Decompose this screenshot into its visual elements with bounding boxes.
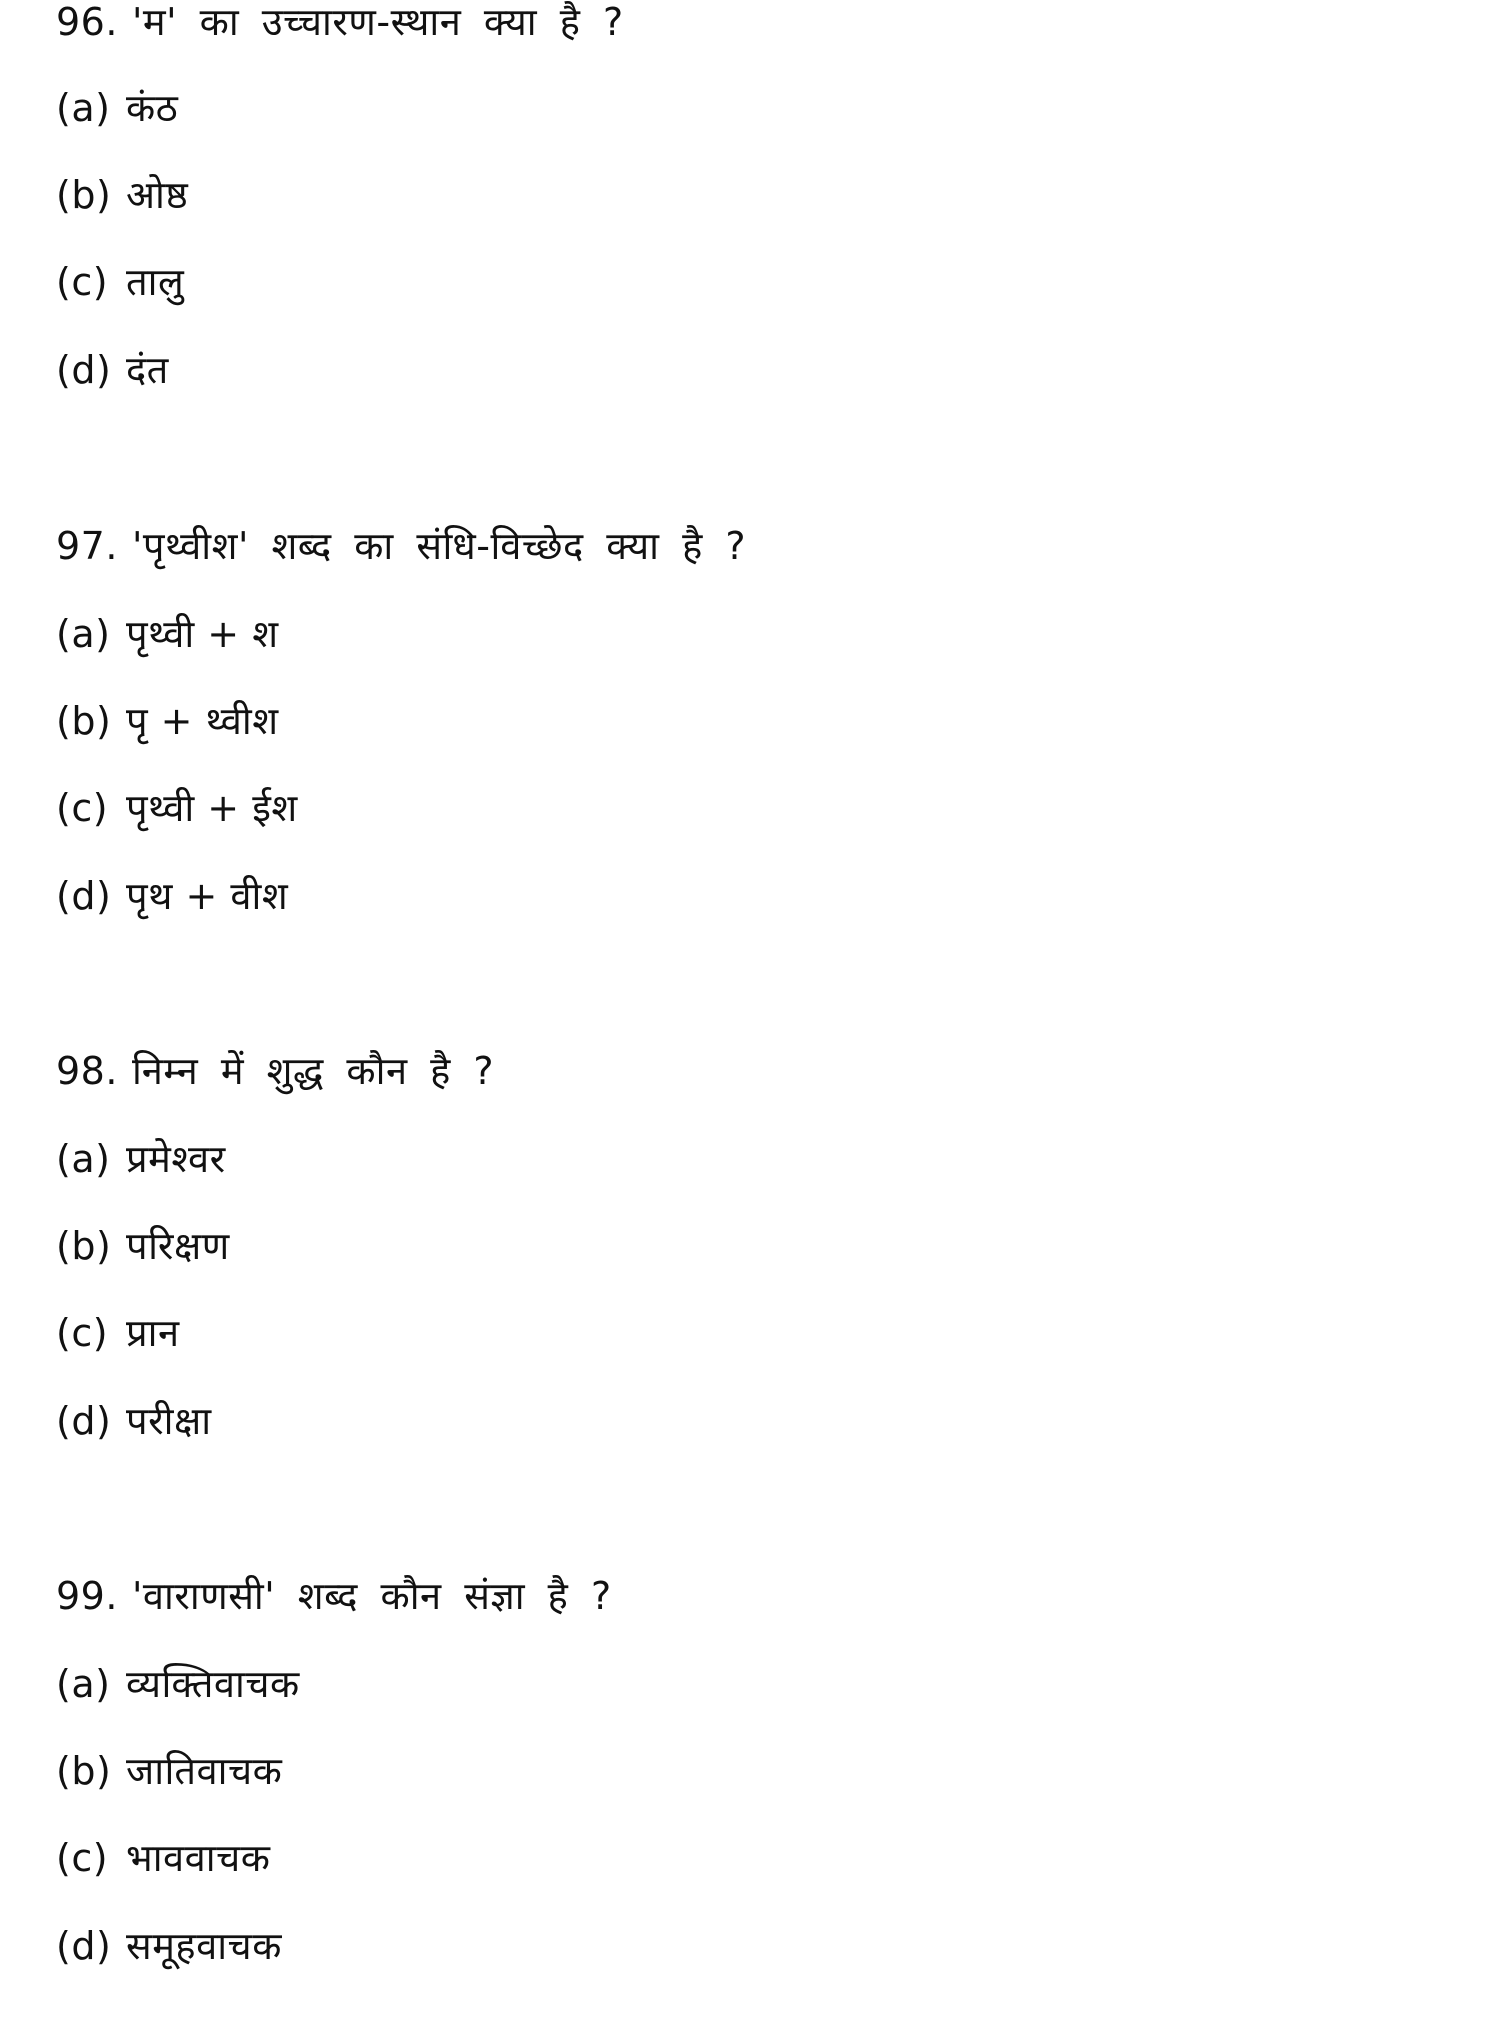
question-text: निम्न में शुद्ध कौन है ? bbox=[131, 1049, 495, 1093]
option-text: प्रान bbox=[126, 1311, 180, 1355]
option-key: (b) bbox=[56, 1749, 112, 1793]
question-stem bbox=[56, 522, 746, 570]
option-key: (d) bbox=[56, 874, 112, 918]
option-a bbox=[56, 1135, 226, 1183]
option-key: (d) bbox=[56, 348, 112, 392]
option-d bbox=[56, 872, 288, 920]
option-text: तालु bbox=[126, 260, 185, 304]
option-text: ओष्ठ bbox=[126, 173, 189, 217]
option-text: पृथ्वी + श bbox=[126, 612, 279, 656]
option-a bbox=[56, 84, 178, 132]
option-text: पृथ्वी + ईश bbox=[126, 786, 298, 830]
option-key: (b) bbox=[56, 699, 112, 743]
option-key: (b) bbox=[56, 173, 112, 217]
option-b bbox=[56, 171, 188, 219]
option-a bbox=[56, 610, 279, 658]
option-b bbox=[56, 697, 279, 745]
option-c bbox=[56, 1834, 270, 1882]
question-stem bbox=[56, 1047, 494, 1095]
option-text: परिक्षण bbox=[126, 1224, 230, 1268]
option-key: (d) bbox=[56, 1399, 112, 1443]
option-text: प्रमेश्वर bbox=[126, 1137, 226, 1181]
option-c bbox=[56, 784, 298, 832]
question-number: 98. bbox=[56, 1049, 118, 1093]
option-key: (c) bbox=[56, 260, 109, 304]
option-text: परीक्षा bbox=[126, 1399, 212, 1443]
option-text: भाववाचक bbox=[126, 1836, 271, 1880]
option-text: कंठ bbox=[126, 86, 179, 130]
question-text: 'पृथ्वीश' शब्द का संधि-विच्छेद क्या है ? bbox=[131, 524, 747, 568]
option-key: (c) bbox=[56, 786, 109, 830]
question-text: 'वाराणसी' शब्द कौन संज्ञा है ? bbox=[131, 1574, 612, 1618]
question-text: 'म' का उच्चारण-स्थान क्या है ? bbox=[131, 0, 624, 44]
question-stem bbox=[56, 1572, 612, 1620]
option-d bbox=[56, 346, 169, 394]
option-key: (a) bbox=[56, 86, 111, 130]
question-stem bbox=[56, 0, 624, 46]
question-number: 96. bbox=[56, 0, 118, 44]
option-text: जातिवाचक bbox=[126, 1749, 283, 1793]
option-b bbox=[56, 1747, 282, 1795]
option-key: (b) bbox=[56, 1224, 112, 1268]
option-key: (a) bbox=[56, 1137, 111, 1181]
option-text: पृ + थ्वीश bbox=[126, 699, 279, 743]
option-key: (a) bbox=[56, 612, 111, 656]
option-key: (d) bbox=[56, 1924, 112, 1968]
option-c bbox=[56, 1309, 180, 1357]
option-key: (c) bbox=[56, 1836, 109, 1880]
option-d bbox=[56, 1922, 282, 1970]
option-text: पृथ + वीश bbox=[126, 874, 289, 918]
question-number: 97. bbox=[56, 524, 118, 568]
question-number: 99. bbox=[56, 1574, 118, 1618]
option-b bbox=[56, 1222, 230, 1270]
option-text: समूहवाचक bbox=[126, 1924, 282, 1968]
option-d bbox=[56, 1397, 212, 1445]
option-text: दंत bbox=[126, 348, 169, 392]
option-text: व्यक्तिवाचक bbox=[126, 1662, 300, 1706]
option-c bbox=[56, 258, 184, 306]
option-a bbox=[56, 1660, 300, 1708]
option-key: (c) bbox=[56, 1311, 109, 1355]
option-key: (a) bbox=[56, 1662, 111, 1706]
